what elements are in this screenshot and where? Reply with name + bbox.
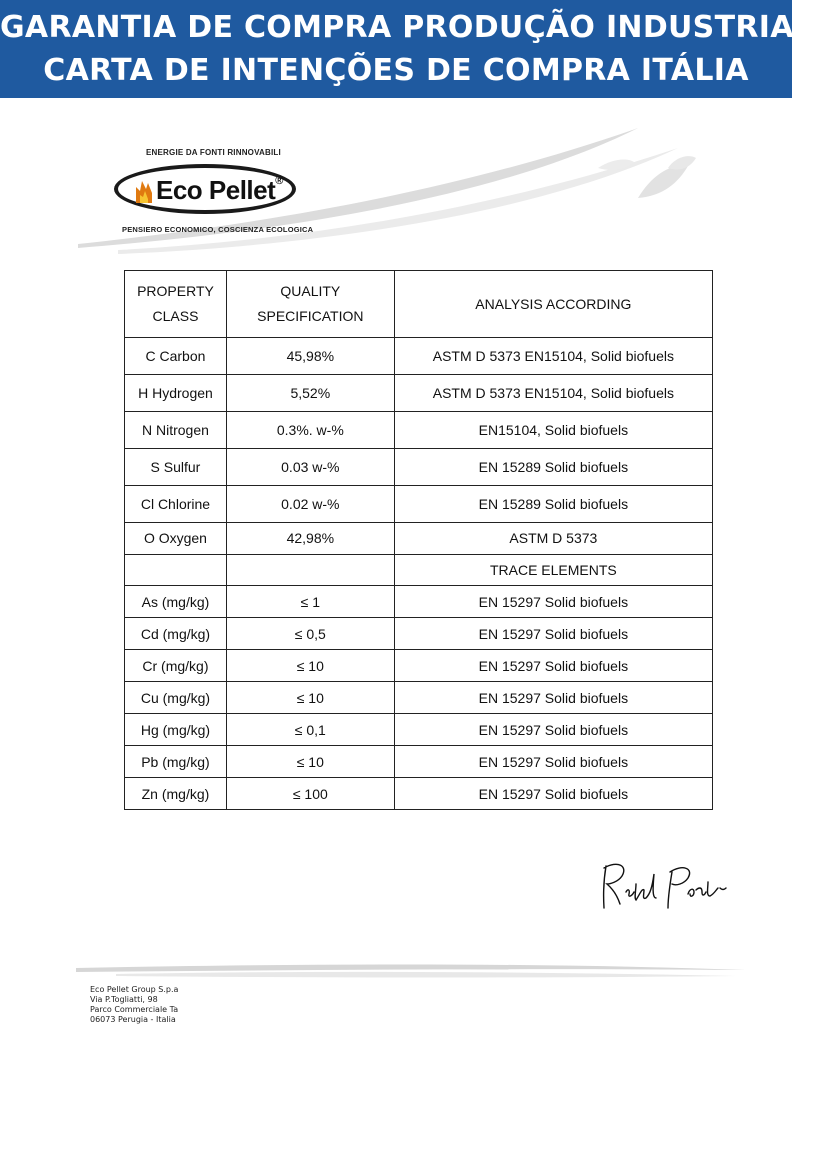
table-header-row (125, 271, 713, 338)
address-line: Eco Pellet Group S.p.a (90, 985, 179, 994)
cell-property: N Nitrogen (125, 412, 227, 449)
cell-spec: 42,98% (226, 523, 394, 555)
cell-spec: ≤ 0,1 (226, 714, 394, 746)
address-line: Via P.Togliatti, 98 (90, 995, 158, 1004)
banner-title-line2: CARTA DE INTENÇÕES DE COMPRA ITÁLIA (43, 53, 749, 88)
table-row (125, 338, 713, 375)
cell-property: Cl Chlorine (125, 486, 227, 523)
table-row (125, 586, 713, 618)
cell-analysis: ASTM D 5373 (394, 523, 712, 555)
header-analysis-according: ANALYSIS ACCORDING (394, 271, 712, 338)
cell-property: H Hydrogen (125, 375, 227, 412)
cell-analysis: EN 15297 Solid biofuels (394, 586, 712, 618)
cell-analysis: EN 15289 Solid biofuels (394, 449, 712, 486)
banner-title-line1: GARANTIA DE COMPRA PRODUÇÃO INDUSTRIAL (0, 10, 814, 45)
letterhead-tagline-bottom: PENSIERO ECONOMICO, COSCIENZA ECOLOGICA (122, 225, 314, 234)
cell-spec: 0.02 w-% (226, 486, 394, 523)
cell-spec: 0.3%. w-% (226, 412, 394, 449)
cell-spec: 0.03 w-% (226, 449, 394, 486)
table-row (125, 618, 713, 650)
table-row (125, 778, 713, 810)
cell-spec: ≤ 10 (226, 746, 394, 778)
cell-analysis: EN 15289 Solid biofuels (394, 486, 712, 523)
cell-analysis: EN 15297 Solid biofuels (394, 746, 712, 778)
letterhead-tagline-top: ENERGIE DA FONTI RINNOVABILI (146, 148, 281, 157)
cell-analysis: ASTM D 5373 EN15104, Solid biofuels (394, 375, 712, 412)
trace-elements-heading: TRACE ELEMENTS (394, 554, 712, 586)
cell-spec: ≤ 100 (226, 778, 394, 810)
cell-analysis: EN 15297 Solid biofuels (394, 650, 712, 682)
handwritten-signature (598, 858, 728, 918)
table-row (125, 650, 713, 682)
cell-property: Cr (mg/kg) (125, 650, 227, 682)
cell-spec: 5,52% (226, 375, 394, 412)
footer-swoosh-decoration (76, 960, 746, 980)
header-quality-specification: QUALITY SPECIFICATION (226, 271, 394, 338)
cell-spec: ≤ 10 (226, 682, 394, 714)
cell-spec: 45,98% (226, 338, 394, 375)
cell-analysis: EN 15297 Solid biofuels (394, 682, 712, 714)
table-row (125, 746, 713, 778)
cell-property: C Carbon (125, 338, 227, 375)
table-row (125, 449, 713, 486)
eco-pellet-logo (114, 164, 296, 214)
company-address (90, 985, 178, 1025)
cell-spec: ≤ 0,5 (226, 618, 394, 650)
brand-name: Eco Pellet® (156, 175, 283, 205)
cell-property: Cu (mg/kg) (125, 682, 227, 714)
cell-analysis: ASTM D 5373 EN15104, Solid biofuels (394, 338, 712, 375)
header-banner (0, 0, 814, 98)
quality-spec-table (124, 270, 713, 810)
cell-property: Pb (mg/kg) (125, 746, 227, 778)
cell-property: As (mg/kg) (125, 586, 227, 618)
table-row (125, 375, 713, 412)
trace-elements-heading-row (125, 554, 713, 586)
cell-property: Zn (mg/kg) (125, 778, 227, 810)
cell-analysis: EN15104, Solid biofuels (394, 412, 712, 449)
cell-analysis: EN 15297 Solid biofuels (394, 618, 712, 650)
cell-spec: ≤ 1 (226, 586, 394, 618)
cell-analysis: EN 15297 Solid biofuels (394, 714, 712, 746)
table-row (125, 486, 713, 523)
letterhead (78, 128, 718, 258)
table-row (125, 523, 713, 555)
table-row (125, 682, 713, 714)
cell-property: Hg (mg/kg) (125, 714, 227, 746)
table-row (125, 714, 713, 746)
cell-property: O Oxygen (125, 523, 227, 555)
address-line: 06073 Perugia - Italia (90, 1015, 176, 1024)
table-row (125, 412, 713, 449)
cell-spec: ≤ 10 (226, 650, 394, 682)
cell-empty (226, 554, 394, 586)
cell-property: Cd (mg/kg) (125, 618, 227, 650)
header-property-class: PROPERTY CLASS (125, 271, 227, 338)
cell-property: S Sulfur (125, 449, 227, 486)
cell-empty (125, 554, 227, 586)
flame-icon (134, 177, 154, 203)
cell-analysis: EN 15297 Solid biofuels (394, 778, 712, 810)
address-line: Parco Commerciale Ta (90, 1005, 179, 1014)
